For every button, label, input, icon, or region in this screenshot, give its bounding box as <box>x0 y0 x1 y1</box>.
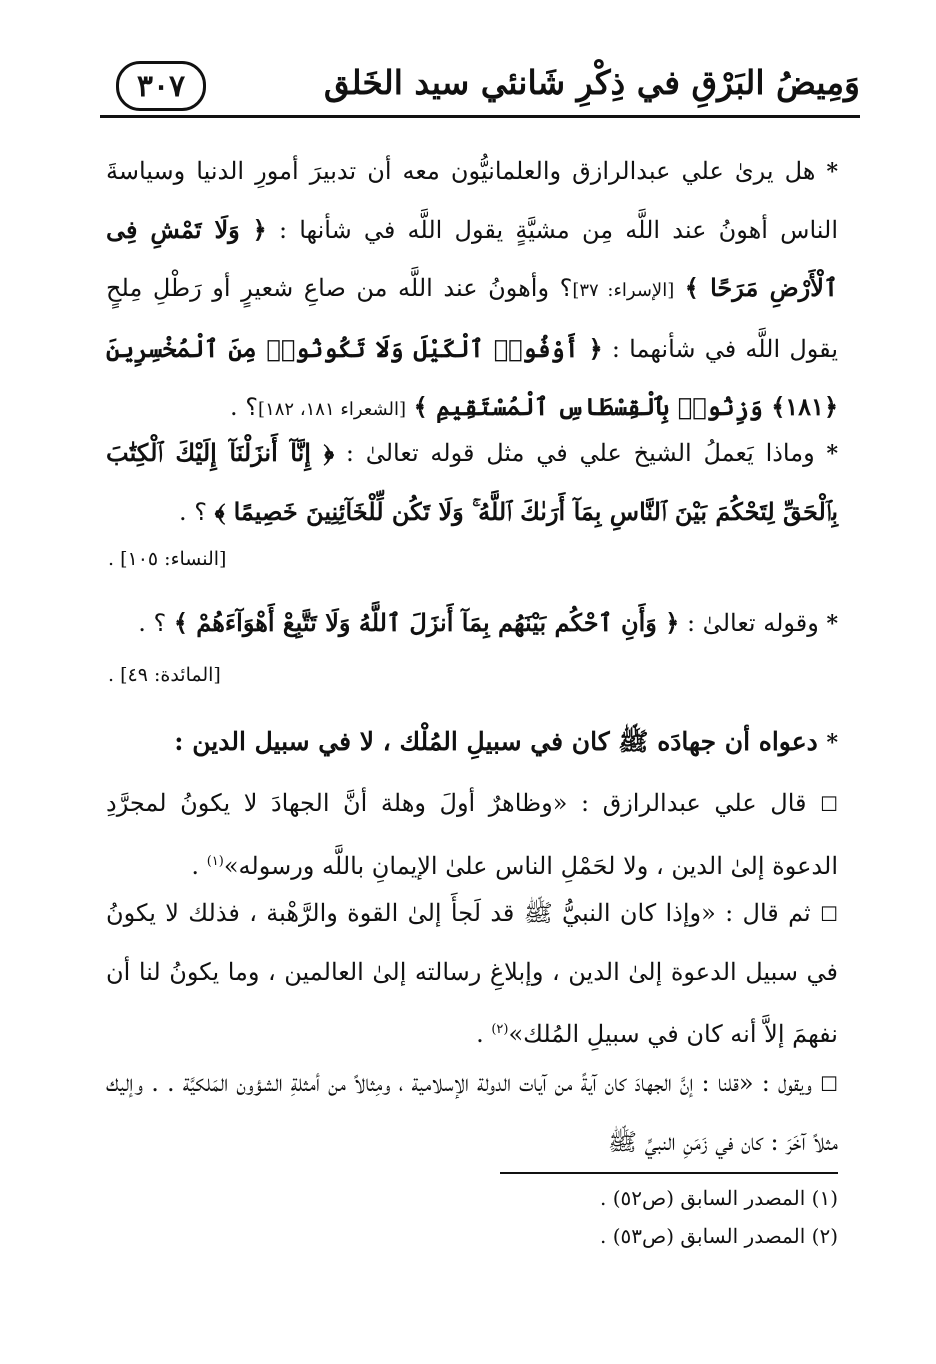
paragraph-5 <box>106 884 838 1063</box>
star-bullet: * <box>826 611 838 637</box>
paragraph-end: . <box>191 852 207 880</box>
paragraph-1 <box>106 142 838 439</box>
paragraph-3 <box>106 594 838 653</box>
quran-quote: ﴿ أَوْفُوا۟ ٱلْكَيْلَ وَلَا تَكُونُوا۟ مِنَ ٱلْمُخْسِرِينَ ﴿١٨١﴾ وَزِنُوا۟ بِٱلْقِسْطَاسِ ٱلْمُسْتَقِيمِ ﴾ <box>106 334 838 421</box>
star-bullet: * <box>826 441 838 467</box>
paragraph-text: وقوله تعالىٰ : <box>686 609 819 637</box>
paragraph-text: ؟ وأهونُ عند اللَّه من صاعِ شعيرٍ أو رَطْلِ مِلحٍ يقول اللَّه في شأنهما : <box>106 274 838 363</box>
paragraph-text: قال علي عبدالرازق : «وظاهرٌ أولَ وهلة أنَّ الجهادَ لا يكونُ لمجرَّدِ الدعوة إلىٰ الدين ، ولا لحَمْلِ الناس علىٰ الإيمانِ باللَّه ورسوله» <box>106 789 838 880</box>
paragraph-end: ؟ . <box>230 393 259 421</box>
quran-quote: ﴿ إِنَّآ أَنزَلْنَآ إِلَيْكَ ٱلْكِتَٰبَ بِٱلْحَقِّ لِتَحْكُمَ بَيْنَ ٱلنَّاسِ بِمَآ أَرَىٰكَ ٱللَّهُ ۚ وَلَا تَكُن لِّلْخَآئِنِينَ خَصِيمًا ﴾ <box>106 438 838 526</box>
quran-quote: ﴿ وَلَا تَمْشِ فِى ٱلْأَرْضِ مَرَحًا ﴾ <box>106 215 839 302</box>
header-rule <box>100 115 860 118</box>
verse-reference: [الإسراء: ٣٧] <box>572 280 675 301</box>
running-header <box>100 55 860 127</box>
box-bullet-icon: ☐ <box>820 792 838 816</box>
star-bullet: * <box>826 159 838 185</box>
paragraph-text: ويقول : «قلنا : إنَّ الجهادَ كان آيةً من آيات الدولة الإسلامية ، ومِثالاً من أمثلةِ الشؤون المَلكيَّة . . وإليك مثلاً آخَرَ : كان في زَمَنِ النبيِّ ﷺ <box>106 1069 838 1156</box>
verse-citation: [المائدة: ٤٩] . <box>108 664 221 686</box>
box-bullet-icon: ☐ <box>820 902 838 926</box>
heading-text: دعواه أن جهادَه ﷺ كان في سبيلِ المُلْك ، لا في سبيل الدين : <box>174 727 818 756</box>
paragraph-text: ثم قال : «وإذا كان النبيُّ ﷺ قد لَجأَ إلىٰ القوة والرَّهْبة ، فذلك لا يكونُ في سبيل الدعوة إلىٰ الدين ، وإبلاغِ رسالته إلىٰ العالمين ، وما يكونُ لنا أن نفهمَ إلاَّ أنه كان في سبيلِ المُلك» <box>106 899 838 1048</box>
box-bullet-icon: ☐ <box>820 1072 838 1096</box>
page-number-badge: ٣٠٧ <box>116 61 206 111</box>
footnote-2: (٢) المصدر السابق (ص٥٣) . <box>600 1224 838 1248</box>
paragraph-2 <box>106 424 838 541</box>
paragraph-text: هل يرىٰ علي عبدالرازق والعلمانيُّون معه أن تدبيرَ أمورِ الدنيا وسياسةَ الناس أهونُ عند اللَّه مِن مشيَّةٍ يقول اللَّه في شأنها : <box>106 157 838 244</box>
book-title: وَمِيضُ البَرْقِ في ذِكْرِ شَانئي سيد الخَلق <box>323 63 860 102</box>
verse-citation: [النساء: ١٠٥] . <box>108 548 227 570</box>
paragraph-4 <box>106 774 838 895</box>
star-bullet: * <box>826 730 838 756</box>
section-heading <box>174 726 838 763</box>
footnote-marker: (٢) <box>491 1022 509 1037</box>
paragraph-6 <box>106 1054 838 1171</box>
footnote-marker: (١) <box>206 854 224 869</box>
paragraph-text: وماذا يَعملُ الشيخ علي في مثل قوله تعالىٰ : <box>345 439 815 467</box>
verse-reference: [الشعراء ١٨١، ١٨٢] <box>258 399 407 420</box>
paragraph-end: . <box>476 1020 492 1048</box>
footnote-rule <box>500 1172 838 1174</box>
paragraph-end: ؟ . <box>138 609 167 637</box>
paragraph-end: ؟ . <box>178 498 207 526</box>
quran-quote: ﴿ وَأَنِ ٱحْكُم بَيْنَهُم بِمَآ أَنزَلَ ٱللَّهُ وَلَا تَتَّبِعْ أَهْوَآءَهُمْ ﴾ <box>173 608 680 637</box>
footnote-1: (١) المصدر السابق (ص٥٢) . <box>600 1186 838 1210</box>
